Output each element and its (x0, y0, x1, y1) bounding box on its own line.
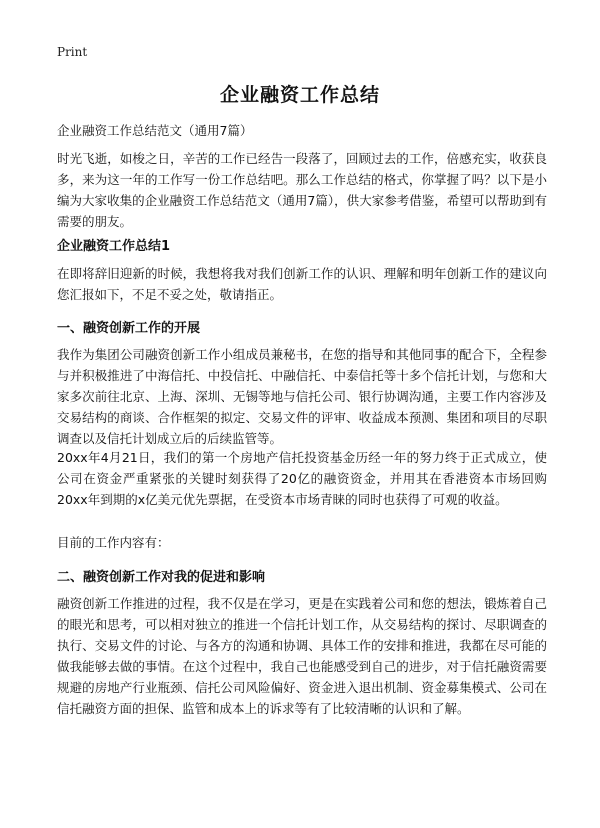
section-title-1: 企业融资工作总结1 (57, 239, 171, 254)
heading-2: 二、融资创新工作对我的促进和影响 (57, 570, 266, 585)
paragraph-3: 20xx年4月21日，我们的第一个房地产信托投资基金历经一年的努力终于正式成立，使公司在资金严重紧张的关键时刻获得了20亿的融资资金，并用其在香港资本市场回购20xx年到期的x亿美元优先票据，在受资本市场青睐的同时也获得了可观的收益。 (57, 450, 547, 507)
paragraph-5: 融资创新工作推进的过程，我不仅是在学习，更是在实践着公司和您的想法，锻炼着自己的眼光和思考，可以相对独立的推进一个信托计划工作，从交易结构的探讨、尽职调查的执行、交易文件的讨论、与各方的沟通和协调、具体工作的安排和推进，我都在尽可能的做我能够去做的事情。在这个过程中，我自己也能感受到自己的进步，对于信托融资需要规避的房地产行业瓶颈、信托公司风险偏好、资金进入退出机制、资金募集模式、公司在信托融资方面的担保、监管和成本上的诉求等有了比较清晰的认识和了解。 (57, 596, 547, 716)
page-title: 企业融资工作总结 (219, 84, 380, 106)
doc-subtitle: 企业融资工作总结范文（通用7篇） (57, 123, 253, 138)
print-label[interactable]: Print (57, 45, 88, 59)
paragraph-4: 目前的工作内容有： (57, 535, 170, 550)
paragraph-2: 我作为集团公司融资创新工作小组成员兼秘书，在您的指导和其他同事的配合下，全程参与并积极推进了中海信托、中投信托、中融信托、中泰信托等十多个信托计划，与您和大家多次前往北京、上海、深圳、无锡等地与信托公司、银行协调沟通，主要工作内容涉及交易结构的商谈、合作框架的拟定、交易文件的评审、收益成本预测、集团和项目的尽职调查以及信托计划成立后的后续监管等。 (57, 347, 547, 446)
section1-paragraph: 在即将辞旧迎新的时候，我想将我对我们创新工作的认识、理解和明年创新工作的建议向您汇报如下，不足不妥之处，敬请指正。 (57, 266, 547, 302)
heading-1: 一、融资创新工作的开展 (57, 321, 201, 336)
intro-paragraph: 时光飞逝，如梭之日，辛苦的工作已经告一段落了，回顾过去的工作，倍感充实，收获良多，来为这一年的工作写一份工作总结吧。那么工作总结的格式，你掌握了吗？以下是小编为大家收集的企业融资工作总结范文（通用7篇），供大家参考借鉴，希望可以帮助到有需要的朋友。 (57, 151, 547, 229)
